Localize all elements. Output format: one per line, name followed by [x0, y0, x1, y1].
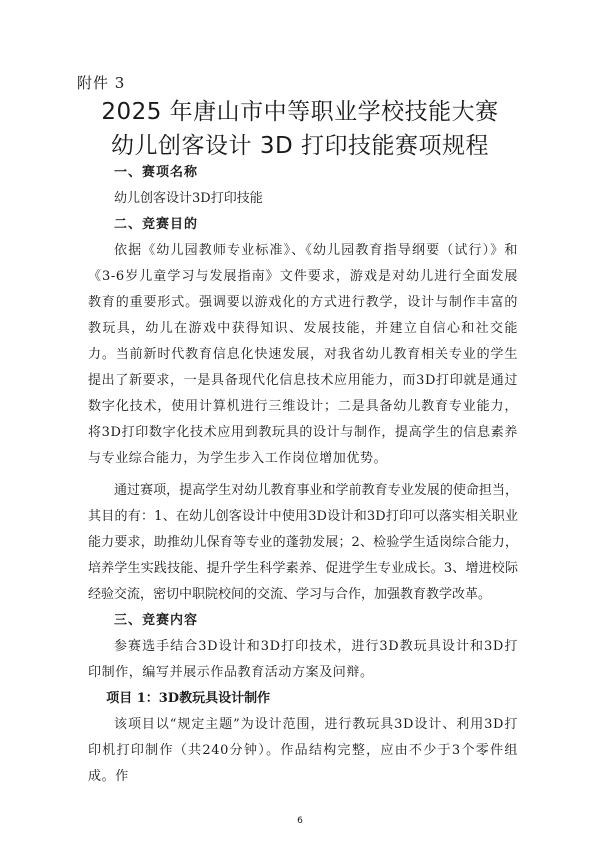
section-heading-purpose: 二、竞赛目的: [114, 217, 199, 232]
purpose-paragraph-2: 通过赛项，提高学生对幼儿教育事业和学前教育专业发展的使命担当，其目的有：1、在幼儿创客设计中使用3D设计和3D打印可以落实相关职业能力要求，助推幼儿保育等专业的蓬勃发展；2、检验学生适岗综合能力，培养学生实践技能、提升学生科学素养、促进学生专业成长。3、增进校际经验交流，密切中职院校间的交流、学习与合作，加强教育教学改革。: [88, 483, 518, 602]
attachment-label: 附件 3: [77, 74, 126, 92]
event-name-text: 幼儿创客设计3D打印技能: [114, 191, 263, 206]
content-paragraph-1: 参赛选手结合3D设计和3D打印技术，进行3D教玩具设计和3D打印制作，编写并展示作品教育活动方案及问辩。: [88, 639, 518, 680]
section-heading-content: 三、竞赛内容: [114, 613, 199, 628]
section-heading-event-name: 一、赛项名称: [114, 165, 199, 180]
item-1-heading: 项目 1：3D教玩具设计制作: [106, 691, 271, 706]
page-number: 6: [297, 816, 303, 826]
item-1-paragraph: 该项目以“规定主题”为设计范围，进行教玩具3D设计、利用3D打印机打印制作（共240分钟）。作品结构完整，应由不少于3个零件组成。作: [88, 717, 518, 784]
purpose-paragraph-1: 依据《幼儿园教师专业标准》、《幼儿园教育指导纲要（试行）》和《3-6岁儿童学习与发展指南》文件要求，游戏是对幼儿进行全面发展教育的重要形式。强调要以游戏化的方式进行教学，设计与制作丰富的教玩具，幼儿在游戏中获得知识、发展技能，并建立自信心和社交能力。当前新时代教育信息化快速发展，对我省幼儿教育相关专业的学生提出了新要求，一是具备现代化信息技术应用能力，而3D打印就是通过数字化技术，使用计算机进行三维设计；二是具备幼儿教育专业能力，将3D打印数字化技术应用到教玩具的设计与制作，提高学生的信息素养与专业综合能力，为学生步入工作岗位增加优势。: [88, 243, 518, 466]
document-title-line2: 幼儿创客设计 3D 打印技能赛项规程: [111, 133, 489, 159]
document-body: [88, 160, 518, 790]
document-title-line1: 2025 年唐山市中等职业学校技能大赛: [101, 99, 499, 125]
